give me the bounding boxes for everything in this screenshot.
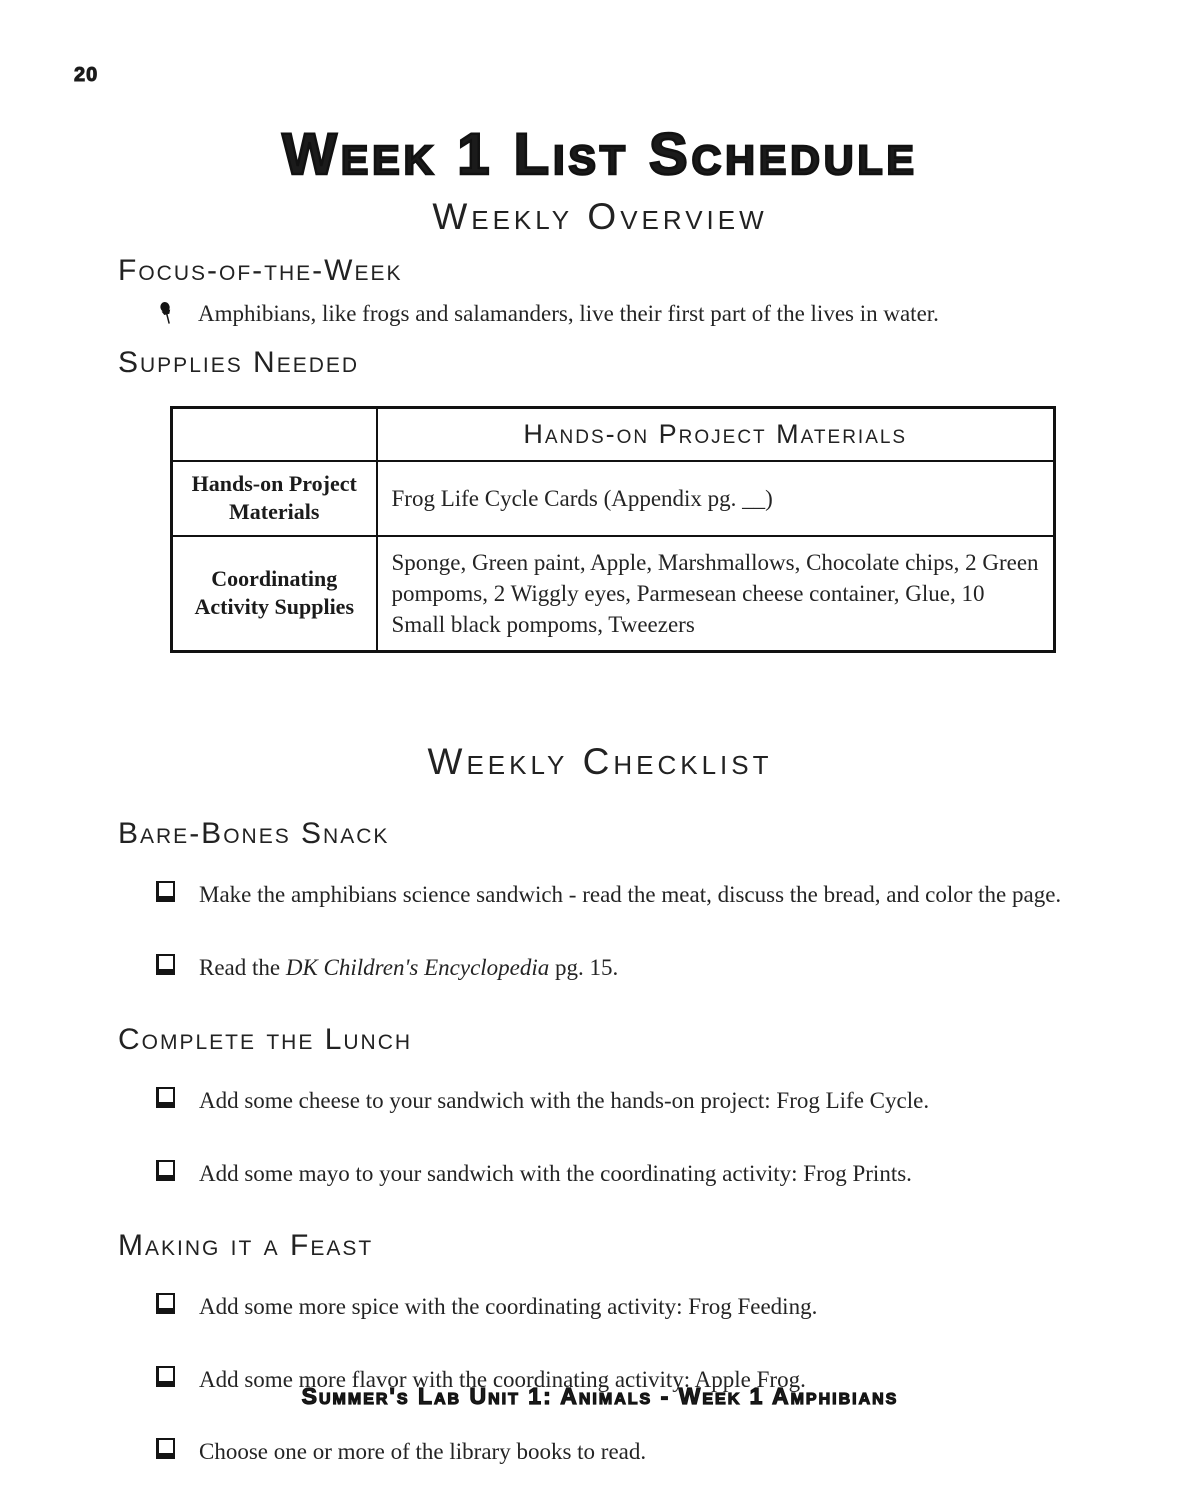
focus-of-the-week-heading: Focus-of-the-Week (118, 254, 403, 287)
checklist-item-text-part: Add some more flavor with the coordinating activity: Apple Frog. (199, 1366, 806, 1392)
checklist-item-text-part: Add some cheese to your sandwich with the hands-on project: Frog Life Cycle. (199, 1087, 930, 1113)
focus-bullet-item (158, 298, 1200, 332)
empty-checkbox-icon (156, 881, 175, 902)
checklist-item-text-part: Add some more spice with the coordinating activity: Frog Feeding. (199, 1293, 818, 1319)
table-header-cell: Hands-on Project Materials (377, 408, 1055, 461)
checklist-item (156, 1081, 1200, 1122)
checklist-item-text (199, 948, 618, 989)
weekly-checklist-heading: Weekly Checklist (427, 740, 773, 782)
table-row (172, 536, 1055, 652)
table-row-value: Sponge, Green paint, Apple, Marshmallows, Chocolate chips, 2 Green pompoms, 2 Wiggly eyes, Parmesean cheese container, Glue, 10 Small black pompoms, Tweezers (377, 536, 1055, 652)
bare-bones-snack-heading: Bare-Bones Snack (118, 816, 390, 850)
checklist-item-text-part: Add some mayo to your sandwich with the coordinating activity: Frog Prints. (199, 1160, 912, 1186)
empty-checkbox-icon (156, 954, 175, 975)
empty-checkbox-icon (156, 1160, 175, 1181)
empty-checkbox-icon (156, 1293, 175, 1314)
table-row (172, 461, 1055, 536)
table-row-value: Frog Life Cycle Cards (Appendix pg. __) (377, 461, 1055, 536)
making-it-a-feast-heading: Making it a Feast (118, 1228, 374, 1262)
checklist-item-text (199, 875, 1061, 916)
checklist-item-text (199, 1287, 817, 1328)
complete-the-lunch-heading: Complete the Lunch (118, 1022, 413, 1056)
checklist-item-text (199, 1432, 646, 1473)
table-row-label: Coordinating Activity Supplies (172, 536, 377, 652)
supplies-table (170, 406, 1056, 653)
book-title-text: DK Children's Encyclopedia (285, 954, 550, 980)
checklist-item (156, 1287, 1200, 1328)
weekly-overview-heading: Weekly Overview (432, 196, 768, 237)
checklist-item-text-part: pg. 15. (549, 954, 619, 980)
focus-text: Amphibians, like frogs and salamanders, live their first part of the lives in water. (198, 301, 939, 326)
page-footer: Summer's Lab Unit 1: Animals - Week 1 Amphibians (301, 1383, 899, 1409)
checklist-item-text-part: Read the (199, 954, 286, 980)
empty-checkbox-icon (156, 1438, 175, 1459)
empty-checkbox-icon (156, 1087, 175, 1108)
checklist-item (156, 1432, 1200, 1473)
checklist-item-text-part: Make the amphibians science sandwich - read the meat, discuss the bread, and color the page. (199, 881, 1062, 907)
pushpin-icon (158, 301, 174, 332)
table-row-label: Hands-on Project Materials (172, 461, 377, 536)
supplies-needed-heading: Supplies Needed (118, 346, 360, 379)
checklist-item (156, 875, 1200, 916)
checklist-item-text (199, 1081, 929, 1122)
table-corner-cell (172, 408, 377, 461)
page-number: 20 (74, 64, 99, 86)
checklist-item-text (199, 1154, 912, 1195)
table-header-row (172, 408, 1055, 461)
checklist-item (156, 948, 1200, 989)
checklist-item-text-part: Choose one or more of the library books to read. (199, 1439, 647, 1465)
page-title: Week 1 List Schedule (282, 122, 918, 187)
checklist-item (156, 1154, 1200, 1195)
